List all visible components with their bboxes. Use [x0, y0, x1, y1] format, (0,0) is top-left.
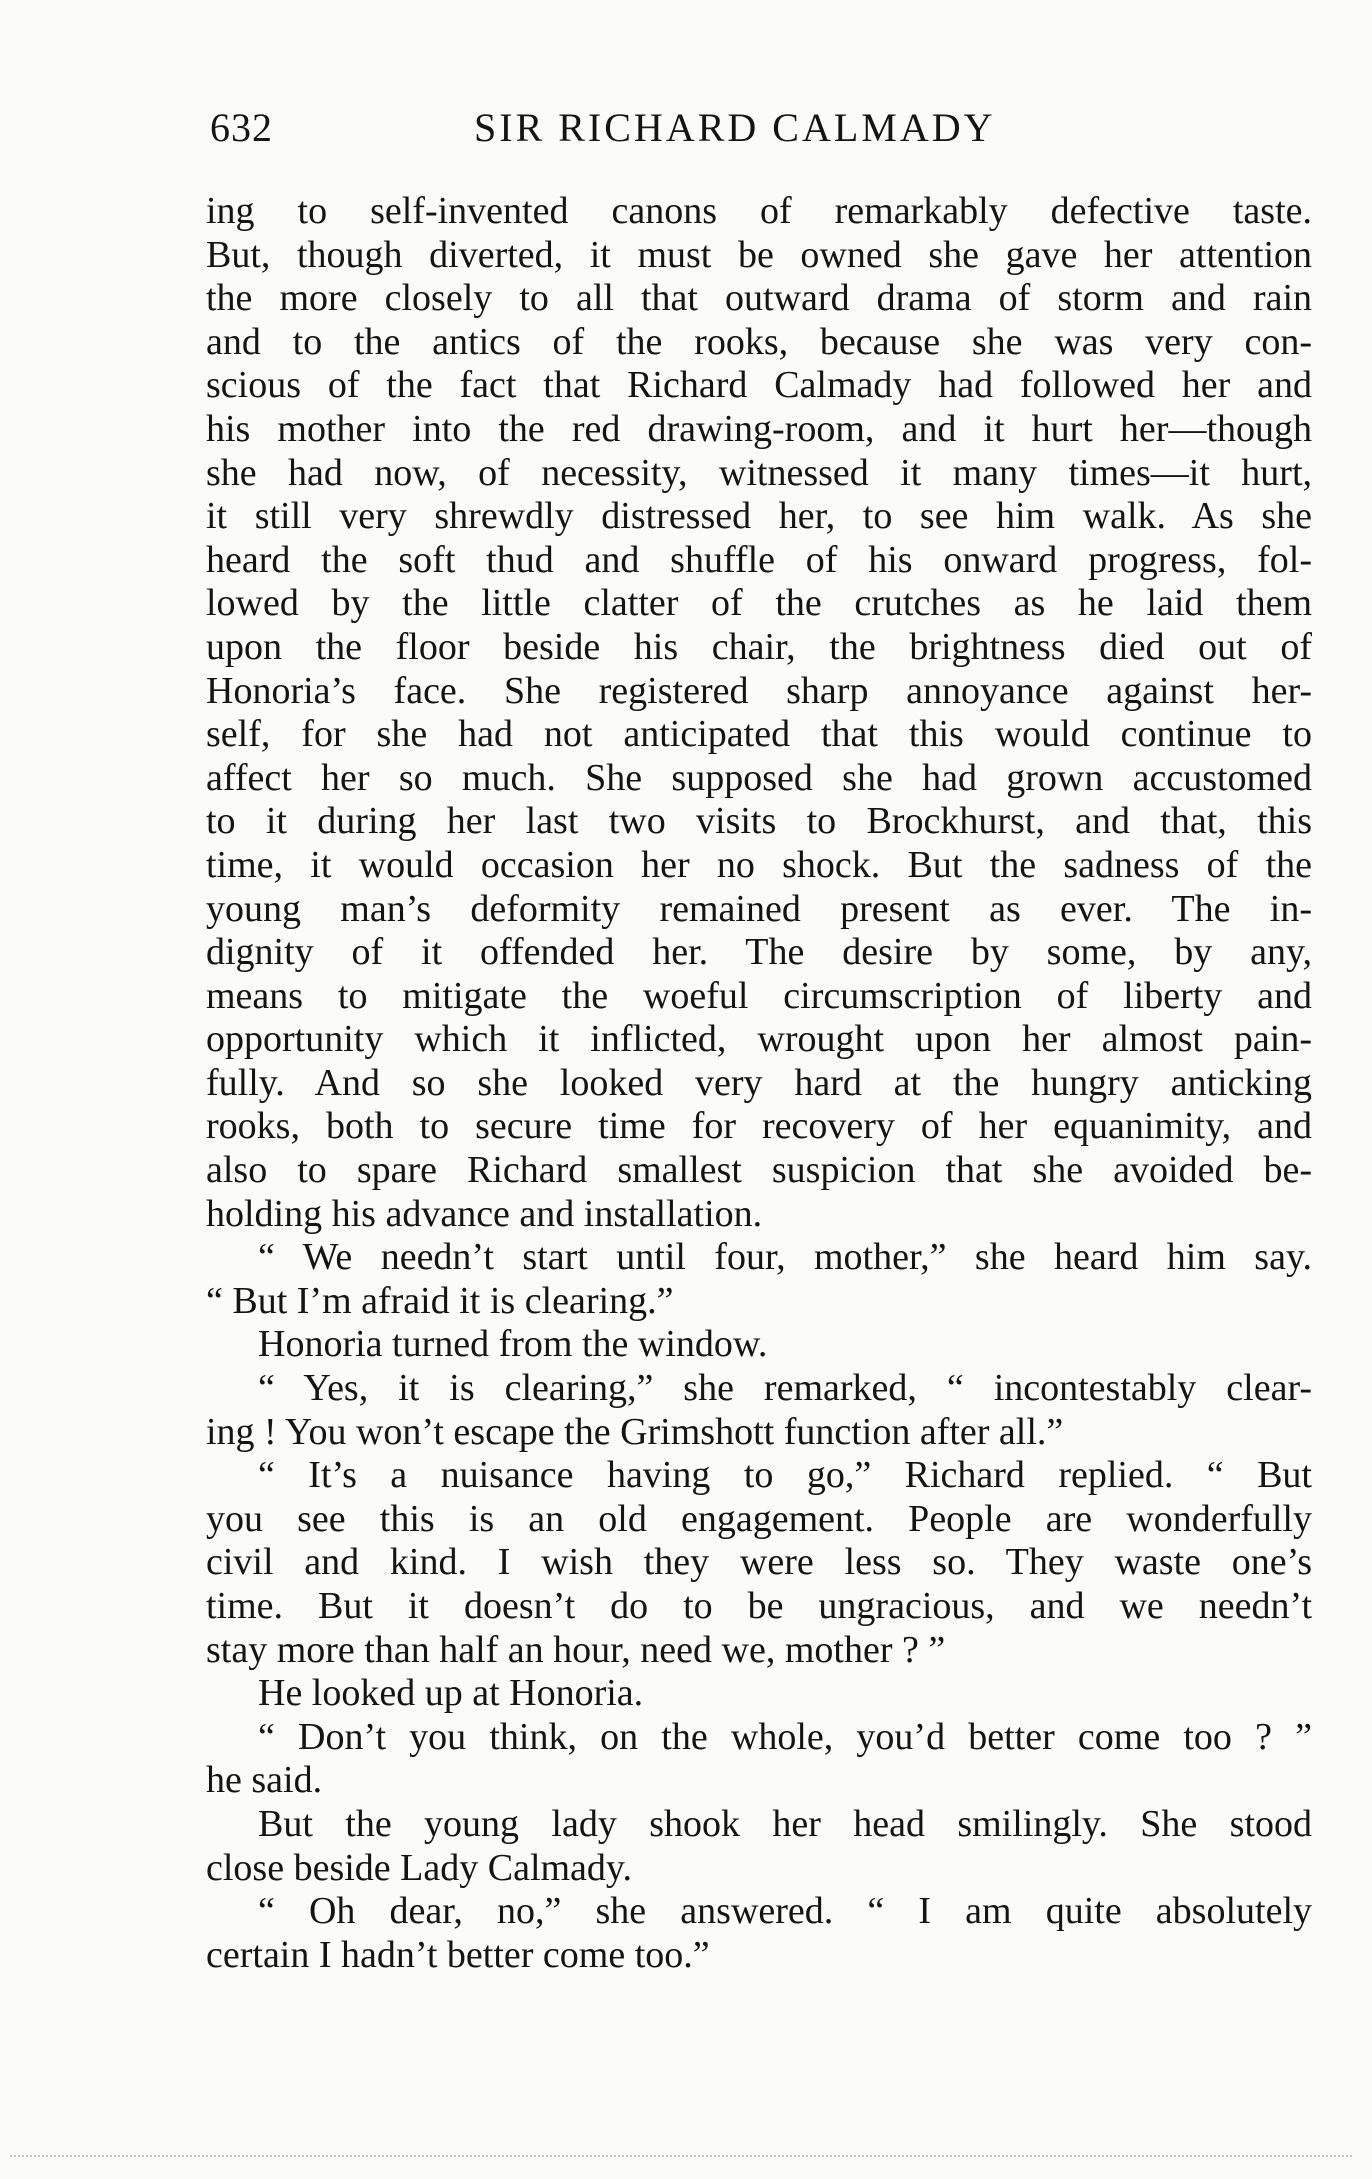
page-bottom-edge [10, 2155, 1352, 2157]
text-line: rooks, both to secure time for recovery of her equanimity, and [206, 1105, 1312, 1148]
text-line: she had now, of necessity, witnessed it many times—it hurt, [206, 451, 1312, 494]
text-line: you see this is an old engagement. People are wonderfully [206, 1497, 1312, 1540]
page-number: 632 [210, 105, 273, 150]
text-line: and to the antics of the rooks, because she was very con- [206, 320, 1312, 363]
text-line: close beside Lady Calmady. [206, 1846, 632, 1889]
running-title: SIR RICHARD CALMADY [474, 105, 996, 150]
text-line: means to mitigate the woeful circumscription of liberty and [206, 974, 1312, 1017]
text-line: dignity of it offended her. The desire by some, by any, [206, 931, 1312, 974]
text-line: holding his advance and installation. [206, 1192, 763, 1235]
text-line: certain I hadn’t better come too.” [206, 1933, 710, 1976]
text-line: “ Oh dear, no,” she answered. “ I am quite absolutely [258, 1890, 1312, 1933]
text-line: time. But it doesn’t do to be ungracious, and we needn’t [206, 1585, 1312, 1627]
text-line: “ We needn’t start until four, mother,” she heard him say. [258, 1236, 1312, 1279]
text-line: opportunity which it inflicted, wrought upon her almost pain- [206, 1018, 1312, 1061]
text-line: “ It’s a nuisance having to go,” Richard replied. “ But [258, 1454, 1312, 1497]
text-line: fully. And so she looked very hard at the hungry anticking [206, 1061, 1312, 1104]
text-line: upon the floor beside his chair, the brightness died out of [206, 625, 1312, 668]
text-line: to it during her last two visits to Brockhurst, and that, this [206, 800, 1312, 843]
text-line: “ Don’t you think, on the whole, you’d better come too ? ” [258, 1715, 1312, 1758]
text-line: He looked up at Honoria. [258, 1672, 644, 1715]
text-line: But the young lady shook her head smilingly. She stood [258, 1802, 1312, 1845]
text-line: it still very shrewdly distressed her, to see him walk. As she [206, 495, 1312, 538]
page-header [210, 104, 1310, 164]
text-line: young man’s deformity remained present as ever. The in- [206, 887, 1312, 930]
text-line: also to spare Richard smallest suspicion that she avoided be- [206, 1149, 1312, 1192]
text-line: Honoria turned from the window. [258, 1323, 768, 1366]
text-line: stay more than half an hour, need we, mother ? ” [206, 1628, 946, 1671]
text-line: heard the soft thud and shuffle of his onward progress, fol- [206, 538, 1312, 581]
text-line: “ But I’m afraid it is clearing.” [206, 1279, 674, 1322]
body-text [206, 190, 1312, 1977]
text-line: affect her so much. She supposed she had grown accustomed [206, 756, 1312, 799]
text-line: scious of the fact that Richard Calmady had followed her and [206, 364, 1312, 407]
text-line: he said. [206, 1759, 323, 1802]
text-line: self, for she had not anticipated that this would continue to [206, 713, 1312, 756]
text-line: “ Yes, it is clearing,” she remarked, “ incontestably clear- [258, 1367, 1312, 1410]
text-line: the more closely to all that outward drama of storm and rain [206, 277, 1312, 320]
text-line: civil and kind. I wish they were less so. They waste one’s [206, 1541, 1312, 1584]
text-line: his mother into the red drawing-room, and it hurt her—though [206, 407, 1312, 450]
text-line: Honoria’s face. She registered sharp annoyance against her- [206, 669, 1312, 712]
text-line: ing to self-invented canons of remarkably defective taste. [206, 190, 1312, 232]
text-line: time, it would occasion her no shock. But the sadness of the [206, 843, 1312, 886]
text-line: lowed by the little clatter of the crutches as he laid them [206, 582, 1312, 625]
text-line: ing ! You won’t escape the Grimshott function after all.” [206, 1410, 1064, 1453]
text-line: But, though diverted, it must be owned she gave her attention [206, 233, 1312, 276]
